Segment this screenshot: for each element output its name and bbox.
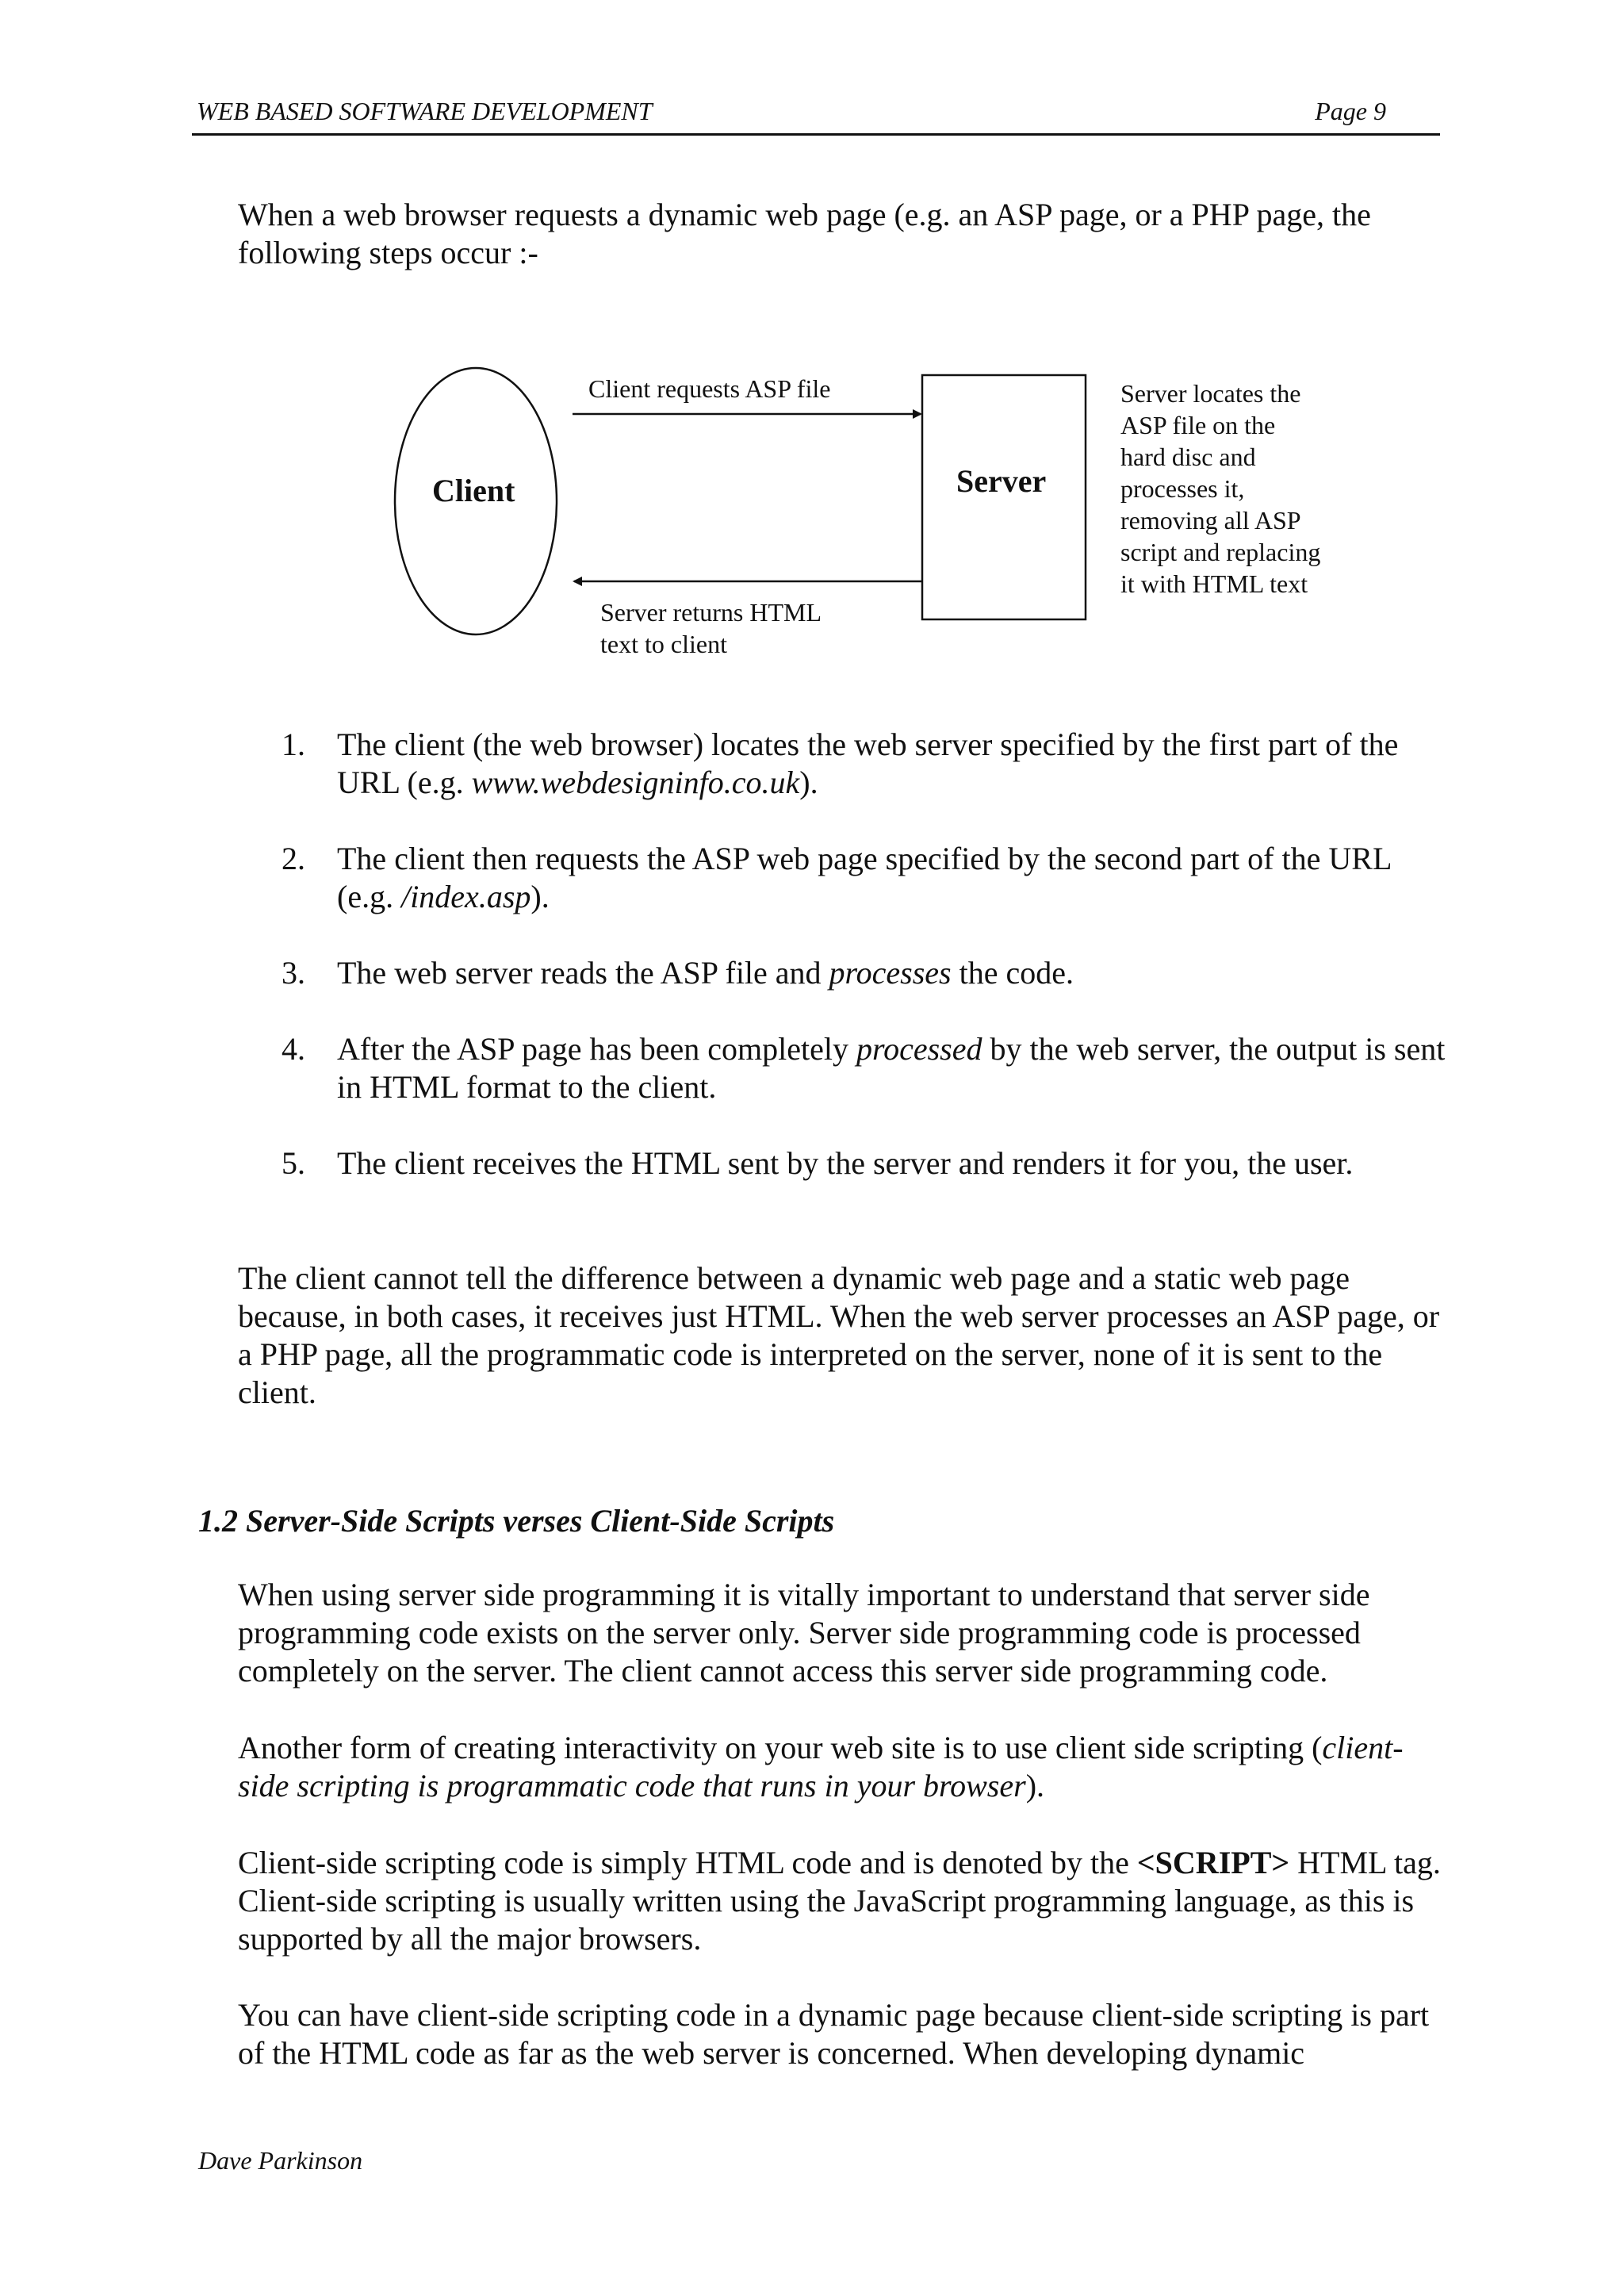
server-note-line: script and replacing [1120,538,1321,566]
footer-author: Dave Parkinson [198,2146,363,2175]
static-vs-dynamic-paragraph: The client cannot tell the difference between a dynamic web page and a static web page because, in both cases, it receives just HTML. When the web server processes an ASP page, or a PHP page, all the programmatic code is interpreted on the server, none of it is sent to the client. [238,1260,1440,1410]
list-item [282,954,1447,992]
page-header [192,94,1440,136]
intro-paragraph: When a web browser requests a dynamic web page (e.g. an ASP page, or a PHP page, the following steps occur :- [238,197,1371,270]
server-note-line: processes it, [1120,474,1245,503]
server-side-paragraph: When using server side programming it is vitally important to understand that server side programming code exists on the server only. Server side programming code is processed completely on the server. The client cannot access this server side programming code. [238,1577,1370,1688]
dynamic-page-paragraph: You can have client-side scripting code in a dynamic page because client-side scripting is part of the HTML code as far as the web server is concerned. When developing dynamic [238,1997,1430,2071]
step-emphasis: processes [829,955,952,991]
page-number: Page 9 [1315,97,1386,125]
server-note-line: hard disc and [1120,443,1256,471]
list-item [282,1144,1447,1182]
script-tag-bold: <SCRIPT> [1136,1845,1290,1880]
step-text-end: the code. [951,955,1074,991]
step-text: The client receives the HTML sent by the server and renders it for you, the user. [337,1145,1354,1181]
paragraph-emphasis: client-side scripting is programmatic code that runs in your browser [238,1730,1404,1803]
section-heading: 1.2 Server-Side Scripts verses Client-Side Scripts [198,1503,835,1539]
paragraph-text: Another form of creating interactivity on your web site is to use client side scripting ( [238,1730,1323,1765]
list-item [282,1030,1447,1106]
list-number: 5. [282,1145,305,1181]
list-number: 1. [282,726,305,762]
step-text: After the ASP page has been completely [337,1031,856,1067]
step-emphasis: www.webdesigninfo.co.uk [471,765,800,800]
paragraph-text-end: ). [1025,1768,1045,1803]
step-text: The web server reads the ASP file and [337,955,829,991]
step-text-end: ). [799,765,818,800]
step-text-end: by the web server, the output is sent in HTML format to the client. [337,1031,1446,1105]
list-number: 3. [282,955,305,991]
paragraph-text-end: HTML tag. Client-side scripting is usually written using the JavaScript programming language, as this is supported by all the major browsers. [238,1845,1441,1957]
step-text-end: ). [530,879,550,914]
list-item [282,726,1447,802]
step-text: The client then requests the ASP web page specified by the second part of the URL (e.g. [337,841,1391,914]
document-title: WEB BASED SOFTWARE DEVELOPMENT [197,97,653,125]
paragraph-text: Client-side scripting code is simply HTML code and is denoted by the [238,1845,1137,1880]
script-tag-paragraph [238,1844,1443,1958]
step-emphasis: /index.asp [401,879,531,914]
list-item [282,840,1447,916]
response-label-line1: Server returns HTML [600,598,822,627]
response-label-line2: text to client [600,630,727,658]
server-note-line: it with HTML text [1120,569,1308,598]
list-number: 4. [282,1031,305,1067]
server-note-line: Server locates the [1120,379,1301,408]
steps-list [282,726,1447,1221]
request-label: Client requests ASP file [588,374,831,403]
client-side-intro-paragraph [238,1729,1443,1805]
server-note-line: removing all ASP [1120,506,1301,535]
list-number: 2. [282,841,305,876]
server-label: Server [956,463,1047,499]
client-label: Client [432,473,515,508]
step-text: The client (the web browser) locates the web server specified by the first part of the URL (e.g. [337,726,1399,800]
server-note-line: ASP file on the [1120,411,1276,439]
step-emphasis: processed [856,1031,982,1067]
